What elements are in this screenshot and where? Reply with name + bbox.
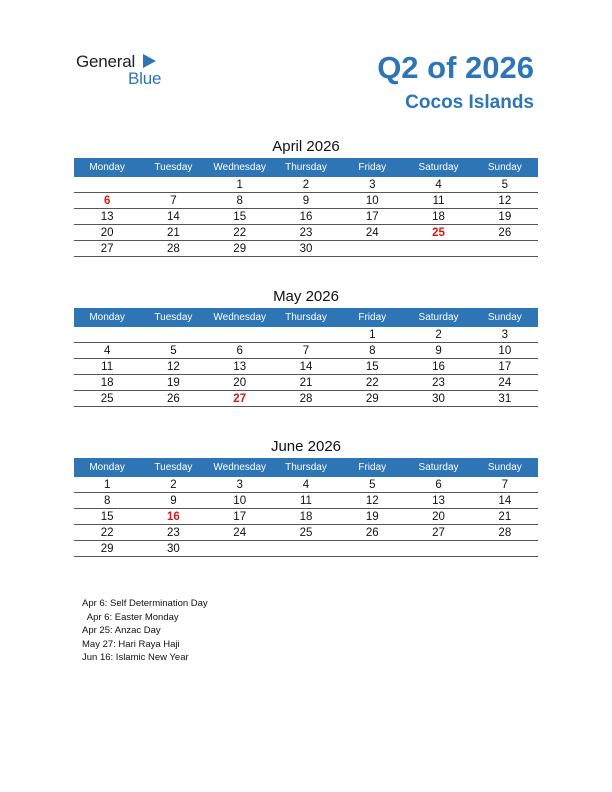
holiday-notes	[82, 597, 208, 665]
day-cell: 7	[501, 479, 509, 491]
day-cell: 30	[432, 393, 445, 405]
day-cell: 18	[100, 377, 114, 389]
week-row	[74, 343, 538, 359]
week-row	[74, 177, 538, 193]
week-row	[74, 477, 538, 493]
weekday-label: Saturday	[418, 312, 459, 323]
day-cell	[339, 541, 405, 556]
day-cell: 2	[302, 179, 310, 191]
day-cell	[273, 327, 339, 342]
day-cell	[74, 327, 140, 342]
day-cell: 31	[498, 393, 512, 405]
week-row	[74, 541, 538, 557]
day-cell: 3	[369, 179, 376, 191]
weekday-label: Wednesday	[213, 162, 267, 173]
weekday-label: Wednesday	[213, 312, 267, 323]
logo-text-blue: Blue	[128, 69, 162, 88]
day-cell: 18	[432, 211, 445, 223]
day-cell: 2	[170, 479, 177, 491]
weekday-label: Friday	[358, 312, 387, 323]
weekday-label: Thursday	[285, 312, 327, 323]
day-cell: 12	[498, 195, 512, 207]
day-cell: 24	[498, 377, 512, 389]
day-cell: 28	[167, 243, 180, 255]
day-cell	[207, 541, 273, 556]
holiday-note: Jun 16: Islamic New Year	[82, 652, 189, 663]
day-cell: 30	[299, 243, 313, 255]
logo-triangle-icon	[143, 54, 156, 68]
day-cell: 15	[233, 211, 247, 223]
calendar-may	[74, 286, 538, 407]
day-cell	[472, 541, 538, 556]
day-cell: 25	[100, 393, 114, 405]
day-cell: 8	[236, 195, 243, 207]
day-cell: 13	[432, 495, 445, 507]
day-cell: 10	[365, 195, 379, 207]
day-cell: 21	[498, 511, 512, 523]
day-cell: 20	[100, 227, 114, 239]
weekday-label: Saturday	[418, 162, 459, 173]
week-row	[74, 391, 538, 407]
weekday-header-row	[74, 308, 538, 327]
day-cell: 22	[233, 227, 247, 239]
weekday-label: Friday	[358, 162, 387, 173]
week-row	[74, 327, 538, 343]
page-title: Q2 of 2026	[377, 50, 534, 85]
day-cell: 5	[369, 479, 376, 491]
calendar-april	[74, 136, 538, 257]
weekday-label: Saturday	[418, 462, 459, 473]
day-cell: 17	[365, 211, 379, 223]
holiday-day-cell: 16	[167, 511, 180, 523]
day-cell: 5	[501, 179, 509, 191]
day-cell: 23	[167, 527, 180, 539]
day-cell: 28	[299, 393, 313, 405]
day-cell: 11	[432, 195, 445, 207]
day-cell: 11	[101, 361, 114, 373]
day-cell	[140, 327, 206, 342]
day-cell: 23	[432, 377, 445, 389]
weekday-label: Tuesday	[154, 312, 193, 323]
week-row	[74, 509, 538, 525]
calendar-june	[74, 436, 538, 557]
day-cell: 23	[299, 227, 313, 239]
day-cell: 14	[167, 211, 180, 223]
week-row	[74, 225, 538, 241]
day-cell: 19	[498, 211, 512, 223]
holiday-note: Apr 6: Self Determination Day	[82, 598, 208, 609]
day-cell: 25	[299, 527, 313, 539]
day-cell: 5	[170, 345, 177, 357]
day-cell: 22	[365, 377, 379, 389]
day-cell: 1	[369, 329, 376, 341]
weekday-label: Tuesday	[154, 162, 193, 173]
day-cell: 4	[302, 479, 310, 491]
month-title: May 2026	[273, 288, 339, 305]
day-cell: 20	[233, 377, 247, 389]
holiday-day-cell: 27	[233, 393, 247, 405]
day-cell: 4	[435, 179, 442, 191]
month-title: June 2026	[270, 438, 342, 455]
day-cell	[273, 541, 339, 556]
day-cell: 15	[100, 511, 114, 523]
day-cell: 10	[498, 345, 512, 357]
weekday-label: Sunday	[487, 312, 522, 323]
day-cell: 27	[100, 243, 114, 255]
day-cell: 13	[100, 211, 114, 223]
weekday-label: Tuesday	[154, 462, 193, 473]
day-cell: 2	[435, 329, 442, 341]
day-cell: 26	[167, 393, 180, 405]
day-cell: 14	[299, 361, 313, 373]
day-cell: 24	[365, 227, 379, 239]
day-cell: 1	[103, 479, 111, 491]
month-title: April 2026	[272, 138, 340, 155]
day-cell: 3	[501, 329, 509, 341]
weekday-label: Monday	[89, 312, 125, 323]
day-cell	[140, 177, 206, 192]
day-cell: 21	[299, 377, 313, 389]
day-cell: 12	[167, 361, 180, 373]
holiday-note: Apr 6: Easter Monday	[82, 611, 179, 623]
weekday-label: Sunday	[487, 462, 522, 473]
day-cell: 20	[432, 511, 445, 523]
week-row	[74, 375, 538, 391]
day-cell: 10	[233, 495, 247, 507]
holiday-day-cell: 25	[432, 227, 445, 239]
week-row	[74, 209, 538, 225]
week-row	[74, 193, 538, 209]
day-cell: 17	[233, 511, 247, 523]
day-cell	[405, 541, 471, 556]
day-cell: 27	[432, 527, 445, 539]
day-cell	[405, 241, 471, 256]
logo-text-general: General	[76, 52, 136, 71]
day-cell: 1	[236, 179, 243, 191]
day-cell: 7	[170, 195, 177, 207]
day-cell: 9	[302, 195, 310, 207]
day-cell: 19	[365, 511, 379, 523]
day-cell: 7	[302, 345, 310, 357]
day-cell	[207, 327, 273, 342]
day-cell: 29	[100, 543, 114, 555]
day-cell: 16	[299, 211, 313, 223]
weekday-label: Wednesday	[213, 462, 267, 473]
weekday-label: Monday	[89, 462, 125, 473]
week-row	[74, 359, 538, 375]
day-cell: 18	[299, 511, 313, 523]
week-row	[74, 241, 538, 257]
page-subtitle: Cocos Islands	[405, 92, 534, 113]
day-cell: 4	[103, 345, 111, 357]
holiday-day-cell: 6	[103, 195, 111, 207]
day-cell: 15	[365, 361, 379, 373]
day-cell: 6	[236, 345, 243, 357]
weekday-label: Thursday	[285, 462, 327, 473]
weekday-header-row	[74, 158, 538, 177]
day-cell: 19	[167, 377, 180, 389]
day-cell: 13	[233, 361, 247, 373]
weekday-header-row	[74, 458, 538, 477]
day-cell: 16	[432, 361, 445, 373]
day-cell: 6	[435, 479, 442, 491]
generalblue-logo	[76, 52, 176, 88]
day-cell: 29	[233, 243, 247, 255]
day-cell: 9	[435, 345, 442, 357]
day-cell: 3	[236, 479, 243, 491]
day-cell: 24	[233, 527, 247, 539]
day-cell: 28	[498, 527, 512, 539]
day-cell: 17	[498, 361, 512, 373]
day-cell: 29	[365, 393, 379, 405]
day-cell: 21	[167, 227, 180, 239]
weekday-label: Friday	[358, 462, 387, 473]
day-cell: 11	[300, 495, 312, 507]
day-cell	[472, 241, 538, 256]
day-cell: 8	[103, 495, 111, 507]
day-cell: 26	[498, 227, 512, 239]
day-cell: 14	[498, 495, 512, 507]
week-row	[74, 525, 538, 541]
day-cell	[74, 177, 140, 192]
day-cell: 9	[170, 495, 177, 507]
day-cell: 12	[365, 495, 379, 507]
week-row	[74, 493, 538, 509]
weekday-label: Sunday	[487, 162, 522, 173]
weekday-label: Monday	[89, 162, 125, 173]
day-cell: 22	[100, 527, 114, 539]
day-cell: 30	[167, 543, 180, 555]
holiday-note: May 27: Hari Raya Haji	[82, 638, 180, 650]
day-cell: 8	[369, 345, 376, 357]
weekday-label: Thursday	[285, 162, 327, 173]
holiday-note: Apr 25: Anzac Day	[82, 625, 161, 636]
day-cell: 26	[365, 527, 379, 539]
day-cell	[339, 241, 405, 256]
